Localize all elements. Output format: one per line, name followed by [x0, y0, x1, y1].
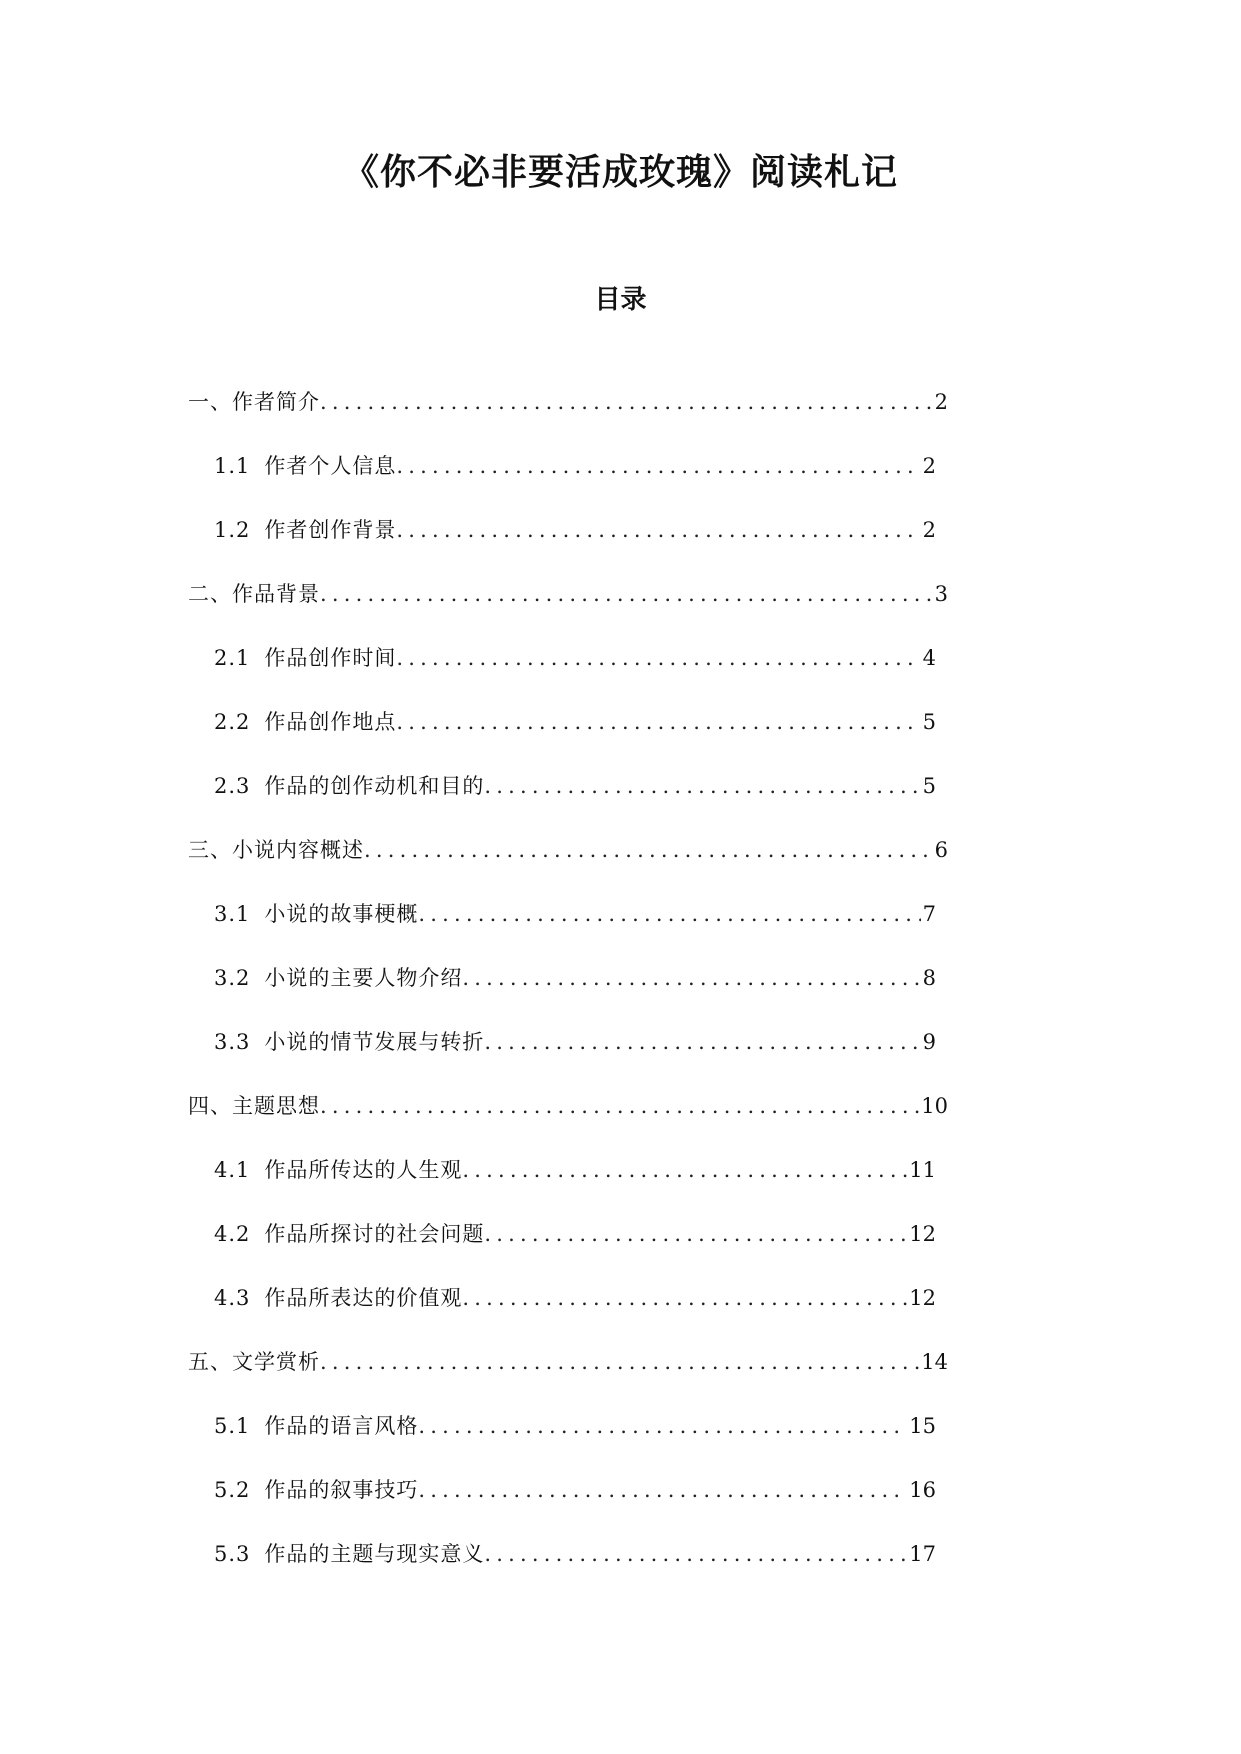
toc-entry[interactable] — [214, 1150, 936, 1190]
toc-entry-page: 3 — [934, 582, 948, 606]
toc-dot-leader — [396, 638, 920, 678]
toc-entry-page: 7 — [922, 902, 936, 926]
toc-entry-title: 作品的叙事技巧 — [264, 1478, 419, 1502]
toc-entry-page: 5 — [922, 710, 936, 734]
toc-dot-leader — [484, 1534, 907, 1574]
toc-dot-leader — [320, 1086, 919, 1126]
toc-entry[interactable] — [214, 510, 936, 550]
toc-entry-number: 5.2 — [214, 1478, 251, 1502]
toc-entry-number: 4.1 — [214, 1158, 251, 1182]
toc-dot-leader — [484, 1214, 907, 1254]
toc-entry-number: 4.2 — [214, 1222, 251, 1246]
toc-entry[interactable] — [188, 1086, 948, 1126]
toc-entry-title: 作者个人信息 — [264, 454, 397, 478]
toc-entry[interactable] — [214, 638, 936, 678]
toc-heading: 目录 — [594, 285, 647, 315]
toc-entry-page: 6 — [934, 838, 948, 862]
toc-entry-page: 2 — [934, 390, 948, 414]
toc-entry-number: 一、 — [188, 390, 232, 414]
toc-entry[interactable] — [188, 1342, 948, 1382]
toc-entry-title: 文学赏析 — [232, 1350, 320, 1374]
toc-entry-page: 16 — [909, 1478, 936, 1502]
toc-entry-number: 5.3 — [214, 1542, 251, 1566]
toc-dot-leader — [418, 894, 920, 934]
toc-entry[interactable] — [214, 1022, 936, 1062]
toc-entry-page: 17 — [909, 1542, 936, 1566]
toc-entry[interactable] — [214, 446, 936, 486]
toc-dot-leader — [418, 1406, 907, 1446]
toc-entry-page: 4 — [922, 646, 936, 670]
toc-entry[interactable] — [214, 1470, 936, 1510]
toc-dot-leader — [396, 702, 920, 742]
toc-entry[interactable] — [214, 702, 936, 742]
toc-dot-leader — [462, 1278, 907, 1318]
toc-entry[interactable] — [214, 766, 936, 806]
toc-dot-leader — [320, 382, 933, 422]
toc-dot-leader — [462, 958, 920, 998]
toc-entry-title: 作品创作时间 — [264, 646, 397, 670]
toc-entry[interactable] — [188, 382, 948, 422]
toc-entry-title: 作品所传达的人生观 — [264, 1158, 463, 1182]
toc-entry-title: 作品的主题与现实意义 — [264, 1542, 485, 1566]
toc-entry-title: 主题思想 — [232, 1094, 320, 1118]
toc-entry-number: 2.1 — [214, 646, 251, 670]
toc-entry-title: 作品所表达的价值观 — [264, 1286, 463, 1310]
toc-entry-number: 1.2 — [214, 518, 251, 542]
toc-entry-page: 5 — [922, 774, 936, 798]
toc-entry-number: 二、 — [188, 582, 232, 606]
toc-dot-leader — [396, 510, 920, 550]
toc-dot-leader — [418, 1470, 907, 1510]
toc-entry[interactable] — [214, 894, 936, 934]
toc-entry[interactable] — [214, 958, 936, 998]
toc-entry-number: 4.3 — [214, 1286, 251, 1310]
toc-dot-leader — [320, 1342, 919, 1382]
toc-entry-page: 15 — [909, 1414, 936, 1438]
toc-entry-title: 小说内容概述 — [232, 838, 364, 862]
toc-entry-number: 3.2 — [214, 966, 251, 990]
toc-entry-title: 作品创作地点 — [264, 710, 397, 734]
toc-entry-number: 三、 — [188, 838, 232, 862]
toc-entry[interactable] — [188, 574, 948, 614]
toc-entry-title: 作品的创作动机和目的 — [264, 774, 485, 798]
toc-entry-title: 作者创作背景 — [264, 518, 397, 542]
toc-entry-page: 9 — [922, 1030, 936, 1054]
toc-entry-title: 小说的情节发展与转折 — [264, 1030, 485, 1054]
toc-entry-page: 11 — [909, 1158, 936, 1182]
toc-entry[interactable] — [214, 1534, 936, 1574]
toc-entry-page: 2 — [922, 454, 936, 478]
toc-entry-title: 小说的故事梗概 — [264, 902, 419, 926]
toc-entry-page: 10 — [921, 1094, 948, 1118]
toc-entry-title: 作品背景 — [232, 582, 320, 606]
toc-dot-leader — [484, 766, 920, 806]
toc-dot-leader — [364, 830, 933, 870]
toc-entry-title: 小说的主要人物介绍 — [264, 966, 463, 990]
toc-dot-leader — [396, 446, 920, 486]
document-title: 《你不必非要活成玫瑰》阅读札记 — [342, 151, 898, 193]
toc-entry[interactable] — [214, 1214, 936, 1254]
toc-entry-number: 1.1 — [214, 454, 251, 478]
toc-entry-title: 作者简介 — [232, 390, 320, 414]
toc-entry[interactable] — [214, 1406, 936, 1446]
toc-entry-number: 3.3 — [214, 1030, 251, 1054]
toc-entry-page: 2 — [922, 518, 936, 542]
toc-entry-page: 12 — [909, 1222, 936, 1246]
toc-entry-number: 3.1 — [214, 902, 251, 926]
toc-entry-number: 2.3 — [214, 774, 251, 798]
toc-dot-leader — [320, 574, 933, 614]
toc-dot-leader — [484, 1022, 920, 1062]
toc-dot-leader — [462, 1150, 907, 1190]
toc-entry-page: 12 — [909, 1286, 936, 1310]
toc-entry[interactable] — [214, 1278, 936, 1318]
toc-entry-title: 作品的语言风格 — [264, 1414, 419, 1438]
toc-entry-number: 5.1 — [214, 1414, 251, 1438]
toc-entry[interactable] — [188, 830, 948, 870]
toc-entry-page: 14 — [921, 1350, 948, 1374]
toc-entry-number: 2.2 — [214, 710, 251, 734]
toc-entry-title: 作品所探讨的社会问题 — [264, 1222, 485, 1246]
toc-entry-number: 五、 — [188, 1350, 232, 1374]
toc-entry-page: 8 — [922, 966, 936, 990]
toc-entry-number: 四、 — [188, 1094, 232, 1118]
